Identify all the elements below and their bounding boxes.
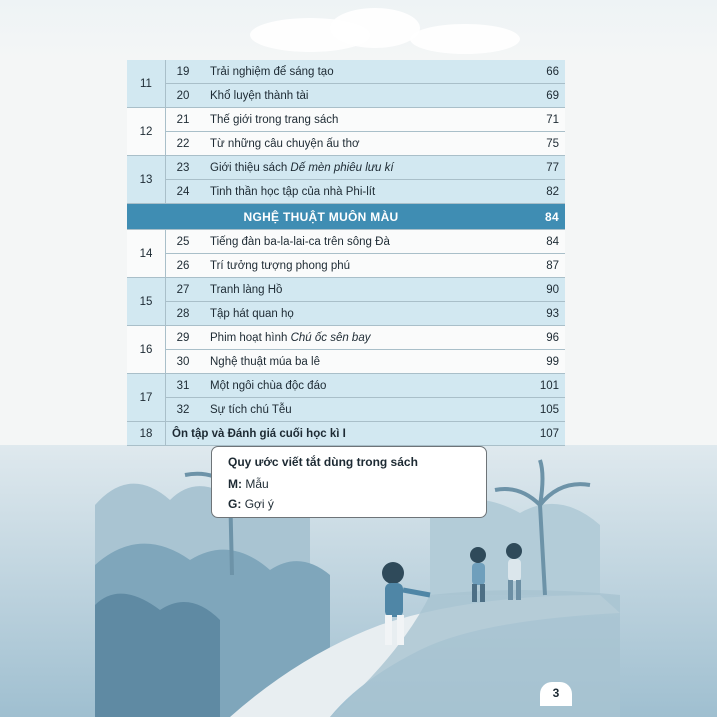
table-row[interactable] xyxy=(127,84,565,108)
lesson-title: Tiếng đàn ba-la-lai-ca trên sông Đà xyxy=(200,230,515,254)
lesson-title: Sự tích chú Tễu xyxy=(200,398,515,422)
legend-item-m xyxy=(228,477,269,491)
page-ref: 84 xyxy=(515,204,565,230)
table-row[interactable] xyxy=(127,374,565,398)
lesson-number: 19 xyxy=(166,60,201,84)
lesson-number: 21 xyxy=(166,108,201,132)
page-ref: 71 xyxy=(515,108,565,132)
lesson-number: 23 xyxy=(166,156,201,180)
lesson-number: 32 xyxy=(166,398,201,422)
week-number: 16 xyxy=(127,326,166,374)
lesson-title-plain: Giới thiệu sách xyxy=(210,161,291,174)
lesson-number: 28 xyxy=(166,302,201,326)
lesson-number: 20 xyxy=(166,84,201,108)
cloud xyxy=(410,24,520,54)
page-ref: 82 xyxy=(515,180,565,204)
table-row[interactable] xyxy=(127,278,565,302)
week-number: 13 xyxy=(127,156,166,204)
lesson-title: Tinh thần học tập của nhà Phi-lít xyxy=(200,180,515,204)
table-row[interactable] xyxy=(127,156,565,180)
page-ref: 69 xyxy=(515,84,565,108)
page-number: 3 xyxy=(540,682,572,706)
lesson-title xyxy=(200,326,515,350)
table-row[interactable] xyxy=(127,254,565,278)
table-row[interactable] xyxy=(127,422,565,446)
table-row[interactable] xyxy=(127,180,565,204)
legend-key: G: xyxy=(228,497,242,511)
lesson-number: 29 xyxy=(166,326,201,350)
page-ref: 101 xyxy=(515,374,565,398)
lesson-number: 27 xyxy=(166,278,201,302)
week-number: 18 xyxy=(127,422,166,446)
page-ref: 75 xyxy=(515,132,565,156)
lesson-number: 24 xyxy=(166,180,201,204)
lesson-title xyxy=(200,156,515,180)
week-number: 11 xyxy=(127,60,166,108)
section-title: NGHỆ THUẬT MUÔN MÀU xyxy=(127,204,515,230)
lesson-title: Ôn tập và Đánh giá cuối học kì I xyxy=(166,422,516,446)
page-ref: 93 xyxy=(515,302,565,326)
table-row[interactable] xyxy=(127,326,565,350)
lesson-number: 25 xyxy=(166,230,201,254)
lesson-title: Từ những câu chuyện ấu thơ xyxy=(200,132,515,156)
table-row[interactable] xyxy=(127,132,565,156)
week-number: 15 xyxy=(127,278,166,326)
table-row[interactable] xyxy=(127,60,565,84)
table-row[interactable] xyxy=(127,230,565,254)
week-number: 14 xyxy=(127,230,166,278)
page-ref: 105 xyxy=(515,398,565,422)
lesson-title-plain: Phim hoạt hình xyxy=(210,331,291,344)
abbreviation-legend xyxy=(211,446,487,518)
page-ref: 96 xyxy=(515,326,565,350)
legend-title: Quy ước viết tắt dùng trong sách xyxy=(228,455,418,469)
page-ref: 87 xyxy=(515,254,565,278)
cloud xyxy=(330,8,420,48)
legend-item-g xyxy=(228,497,274,511)
page-ref: 84 xyxy=(515,230,565,254)
lesson-title: Thế giới trong trang sách xyxy=(200,108,515,132)
lesson-number: 22 xyxy=(166,132,201,156)
legend-key: M: xyxy=(228,477,242,491)
table-row[interactable] xyxy=(127,398,565,422)
week-number: 17 xyxy=(127,374,166,422)
legend-value: Gợi ý xyxy=(244,497,274,511)
page-ref: 99 xyxy=(515,350,565,374)
table-row[interactable] xyxy=(127,108,565,132)
lesson-title: Tranh làng Hồ xyxy=(200,278,515,302)
lesson-number: 31 xyxy=(166,374,201,398)
lesson-title: Khổ luyện thành tài xyxy=(200,84,515,108)
book-title: Dế mèn phiêu lưu kí xyxy=(290,161,394,174)
page-ref: 90 xyxy=(515,278,565,302)
lesson-number: 26 xyxy=(166,254,201,278)
table-of-contents xyxy=(127,60,565,446)
legend-value: Mẫu xyxy=(245,477,269,491)
lesson-number: 30 xyxy=(166,350,201,374)
film-title: Chú ốc sên bay xyxy=(290,331,371,344)
lesson-title: Trí tưởng tượng phong phú xyxy=(200,254,515,278)
page-ref: 66 xyxy=(515,60,565,84)
page-ref: 77 xyxy=(515,156,565,180)
table-row[interactable] xyxy=(127,302,565,326)
table-row[interactable] xyxy=(127,350,565,374)
lesson-title: Một ngôi chùa độc đáo xyxy=(200,374,515,398)
lesson-title: Tập hát quan họ xyxy=(200,302,515,326)
section-header-row[interactable] xyxy=(127,204,565,230)
week-number: 12 xyxy=(127,108,166,156)
page-ref: 107 xyxy=(515,422,565,446)
lesson-title: Trải nghiệm để sáng tạo xyxy=(200,60,515,84)
lesson-title: Nghệ thuật múa ba lê xyxy=(200,350,515,374)
